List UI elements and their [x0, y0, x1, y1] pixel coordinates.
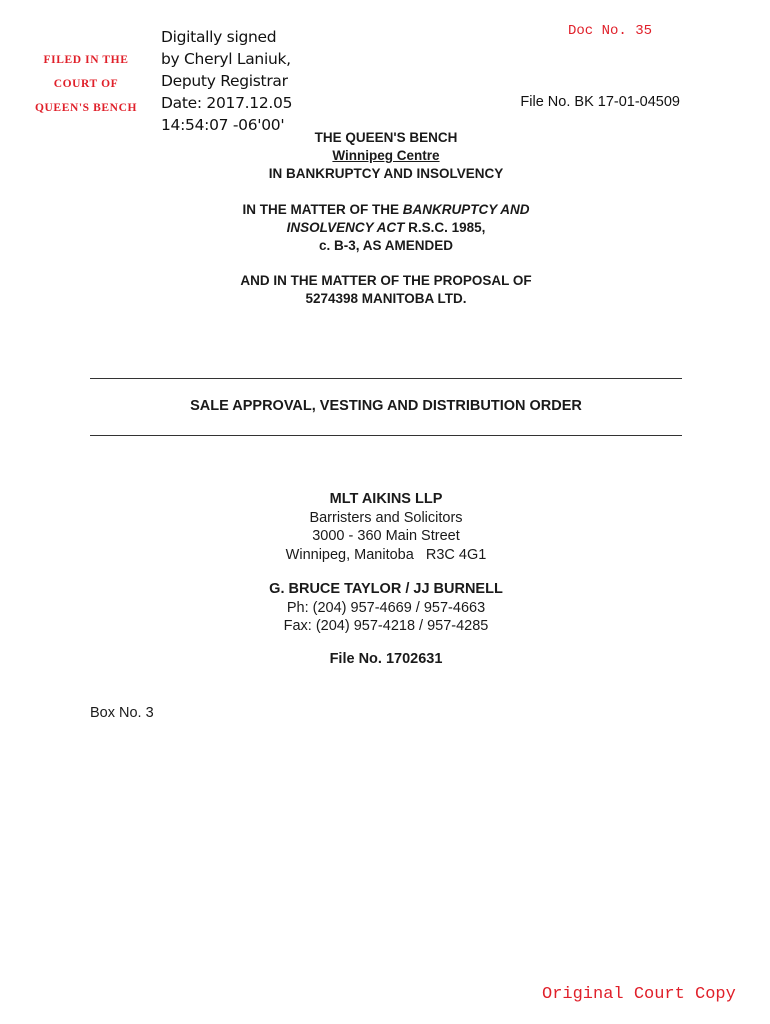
title-rule-top: [90, 378, 682, 379]
counsel-fax: Fax: (204) 957-4218 / 957-4285: [283, 618, 489, 634]
signature-line: by Cheryl Laniuk,: [161, 50, 291, 68]
firm-type: Barristers and Solicitors: [309, 509, 463, 526]
counsel-names: G. BRUCE TAYLOR / JJ BURNELL: [269, 581, 503, 597]
stamp-line: FILED IN THE: [43, 54, 129, 66]
box-number: Box No. 3: [90, 705, 154, 721]
matter-act-line-3: c. B-3, AS AMENDED: [318, 238, 454, 253]
firm-address-2: Winnipeg, Manitoba R3C 4G1: [285, 546, 487, 563]
counsel-block: [90, 580, 682, 636]
matter-act-line-1: IN THE MATTER OF THE BANKRUPTCY AND: [242, 202, 530, 217]
doc-number: Doc No. 35: [568, 23, 653, 39]
matter-proposal-line-2: 5274398 MANITOBA LTD.: [305, 291, 467, 306]
digital-signature: [161, 26, 292, 136]
signature-line: Date: 2017.12.05: [161, 94, 293, 112]
matter-proposal-line-1: AND IN THE MATTER OF THE PROPOSAL OF: [240, 273, 532, 288]
court-division: IN BANKRUPTCY AND INSOLVENCY: [268, 166, 504, 181]
court-name: THE QUEEN'S BENCH: [314, 130, 458, 145]
stamp-line: QUEEN'S BENCH: [34, 102, 138, 114]
stamp-line: COURT OF: [53, 78, 119, 90]
matter-proposal: [90, 272, 682, 308]
law-firm-block: [90, 490, 682, 564]
filed-stamp: [30, 48, 142, 120]
signature-line: Deputy Registrar: [161, 72, 288, 90]
firm-name: MLT AIKINS LLP: [329, 491, 443, 507]
court-heading: [90, 129, 682, 183]
firm-file-number: File No. 1702631: [329, 651, 443, 667]
title-rule-bottom: [90, 435, 682, 436]
matter-act: [90, 201, 682, 255]
counsel-phone: Ph: (204) 957-4669 / 957-4663: [286, 599, 486, 616]
original-copy-stamp: Original Court Copy: [542, 985, 736, 1004]
order-title: SALE APPROVAL, VESTING AND DISTRIBUTION ORDER: [190, 398, 582, 414]
court-centre: Winnipeg Centre: [332, 148, 440, 163]
firm-address-1: 3000 - 360 Main Street: [312, 528, 460, 544]
signature-line: Digitally signed: [161, 28, 277, 46]
matter-act-line-2: INSOLVENCY ACT R.S.C. 1985,: [286, 220, 486, 235]
signature-line: 14:54:07 -06'00': [161, 116, 285, 134]
court-file-number: File No. BK 17-01-04509: [520, 94, 680, 110]
